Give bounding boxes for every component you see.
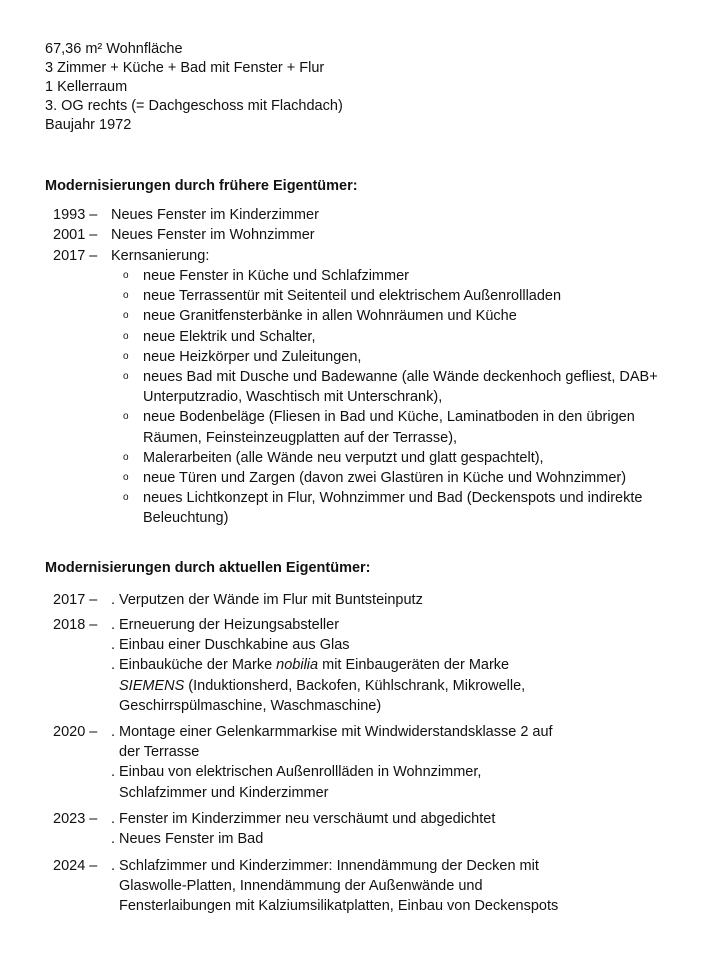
entry-year: 2018 – — [53, 617, 98, 633]
entry-text: Einbau einer Duschkabine aus Glas — [119, 637, 350, 654]
bullet-circle-icon: o — [123, 290, 129, 302]
entry-dot: . — [111, 592, 116, 608]
list-item-text: neue Heizkörper und Zuleitungen, — [143, 348, 362, 365]
bullet-circle-icon: o — [123, 310, 129, 322]
entry-text: Geschirrspülmaschine, Waschmaschine) — [119, 697, 382, 714]
list-item — [123, 286, 683, 306]
list-item — [123, 468, 683, 488]
entry-dot: . — [111, 637, 116, 654]
entry-2023 — [111, 809, 671, 849]
property-summary — [45, 40, 343, 135]
entry-text: Verputzen der Wände im Flur mit Buntsteinputz — [119, 592, 423, 608]
bullet-circle-icon: o — [123, 451, 129, 463]
bullet-circle-icon: o — [123, 330, 129, 342]
rooms: 3 Zimmer + Küche + Bad mit Fenster + Flur — [45, 60, 325, 76]
bullet-circle-icon: o — [123, 371, 129, 383]
entry-text: Fenster im Kinderzimmer neu verschäumt und abgedichtet — [119, 811, 496, 827]
brand-name: SIEMENS — [119, 677, 185, 694]
list-item-text: neues Lichtkonzept in Flur, Wohnzimmer und Bad (Deckenspots und indirekte Beleuchtung) — [143, 490, 643, 527]
year-built: Baujahr 1972 — [45, 117, 132, 133]
living-area: 67,36 m² Wohnfläche — [45, 41, 183, 57]
entry-text: Erneuerung der Heizungsabsteller — [119, 617, 340, 633]
entry-dot: . — [111, 617, 116, 633]
entry-text: Schlafzimmer und Kinderzimmer: Innendämmung der Decken mit — [119, 858, 539, 874]
list-item-text: neues Bad mit Dusche und Badewanne (alle Wände deckenhoch gefliest, DAB+ Unterputzradio, Waschtisch mit Unterschrank), — [143, 369, 658, 406]
entry-text: Neues Fenster im Kinderzimmer — [111, 207, 319, 223]
list-item — [123, 407, 683, 447]
brand-name: nobilia — [276, 657, 319, 674]
entry-text: Kernsanierung: — [111, 248, 210, 264]
bullet-circle-icon: o — [123, 411, 129, 423]
list-item — [123, 448, 683, 468]
list-item-text: neue Bodenbeläge (Fliesen in Bad und Küche, Laminatboden in den übrigen Räumen, Feinsteinzeugplatten auf der Terrasse), — [143, 409, 635, 446]
bullet-circle-icon: o — [123, 472, 129, 484]
list-item-text: neue Türen und Zargen (davon zwei Glastüren in Küche und Wohnzimmer) — [143, 470, 627, 487]
renovation-list — [123, 266, 683, 529]
entry-text: Fensterlaibungen mit Kalziumsilikatplatten, Einbau von Deckenspots — [119, 898, 559, 915]
bullet-circle-icon: o — [123, 270, 129, 281]
list-item — [123, 327, 683, 347]
list-item-text: neue Granitfensterbänke in allen Wohnräumen und Küche — [143, 308, 517, 325]
bullet-circle-icon: o — [123, 350, 129, 362]
entry-2017 — [111, 590, 671, 610]
entry-year: 2023 – — [53, 811, 98, 827]
entry-year: 2020 – — [53, 724, 98, 740]
cellar: 1 Kellerraum — [45, 79, 128, 95]
list-item-text: Malerarbeiten (alle Wände neu verputzt und glatt gespachtelt), — [143, 449, 544, 466]
entry-text: Einbau von elektrischen Außenrollläden in Wohnzimmer, — [119, 764, 482, 781]
entry-text: der Terrasse — [119, 744, 200, 761]
section-heading-current-owner: Modernisierungen durch aktuellen Eigentümer: — [45, 560, 371, 576]
entry-year: 1993 – — [53, 207, 98, 223]
list-item — [123, 306, 683, 326]
entry-dot: . — [111, 858, 116, 874]
floor: 3. OG rechts (= Dachgeschoss mit Flachdach) — [45, 98, 343, 114]
entry-text: (Induktionsherd, Backofen, Kühlschrank, Mikrowelle, — [184, 677, 526, 694]
list-item — [123, 367, 683, 407]
list-item-text: neue Terrassentür mit Seitenteil und elektrischem Außenrollladen — [143, 288, 562, 305]
section-heading-previous-owners: Modernisierungen durch frühere Eigentümer: — [45, 178, 358, 194]
entry-year: 2024 – — [53, 858, 98, 874]
list-item — [123, 347, 683, 367]
entry-dot: . — [111, 724, 116, 740]
entry-year: 2017 – — [53, 592, 98, 608]
list-item — [123, 266, 683, 286]
entry-dot: . — [111, 764, 116, 781]
entry-text: Montage einer Gelenkarmmarkise mit Windwiderstandsklasse 2 auf — [119, 724, 553, 740]
entry-2024 — [111, 856, 671, 917]
entry-text: Neues Fenster im Wohnzimmer — [111, 227, 315, 243]
bullet-circle-icon: o — [123, 492, 129, 504]
entry-year: 2017 – — [53, 248, 98, 264]
list-item-text: neue Fenster in Küche und Schlafzimmer — [143, 268, 409, 284]
entry-dot: . — [111, 831, 116, 848]
list-item — [123, 488, 683, 528]
entry-dot: . — [111, 657, 116, 674]
entry-text: Schlafzimmer und Kinderzimmer — [119, 784, 329, 801]
entry-2018 — [111, 615, 671, 716]
list-item-text: neue Elektrik und Schalter, — [143, 328, 316, 345]
entry-year: 2001 – — [53, 227, 98, 243]
entry-text: Neues Fenster im Bad — [119, 831, 264, 848]
entry-text: Einbauküche der Marke — [119, 657, 277, 674]
entry-text: mit Einbaugeräten der Marke — [318, 657, 510, 674]
entry-text: Glaswolle-Platten, Innendämmung der Außenwände und — [119, 878, 483, 895]
entry-dot: . — [111, 811, 116, 827]
entry-2020 — [111, 722, 671, 803]
